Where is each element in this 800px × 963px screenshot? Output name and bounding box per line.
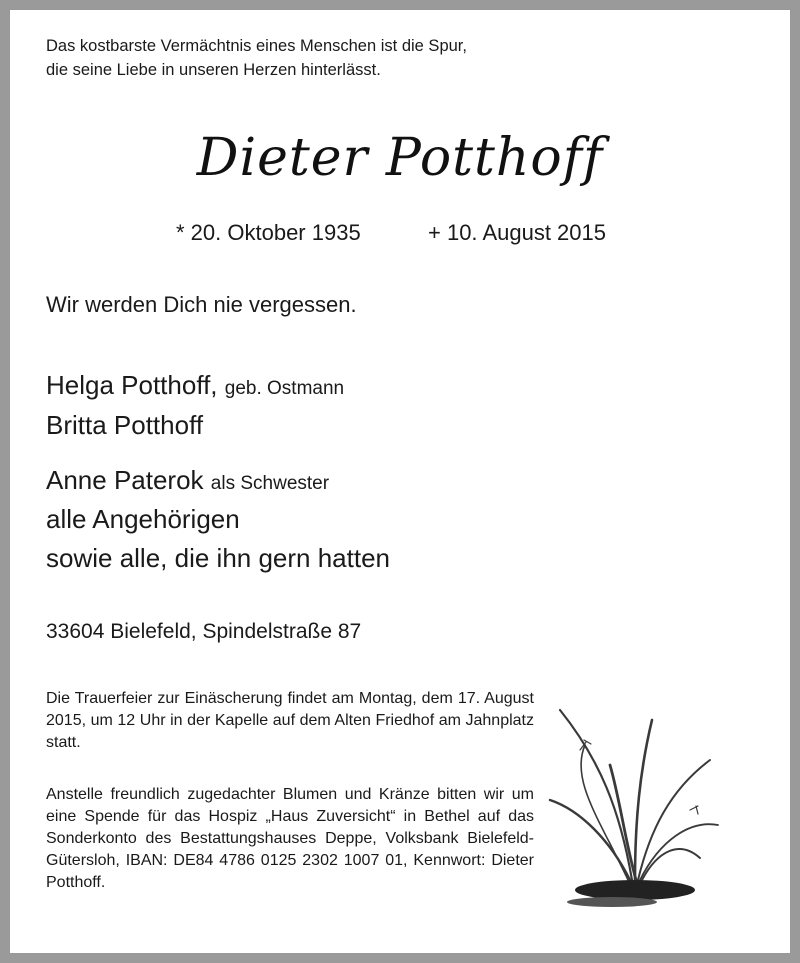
- mourner-1: [46, 370, 344, 401]
- mourner-note: geb. Ostmann: [224, 378, 345, 399]
- mourner-name: Britta Potthoff: [46, 410, 204, 440]
- mourner-name: Helga Potthoff,: [46, 370, 218, 400]
- address-line: 33604 Bielefeld, Spindelstraße 87: [46, 620, 362, 643]
- mourner-5: [46, 543, 390, 574]
- mourner-3: [46, 465, 329, 496]
- mourner-name: Anne Paterok: [46, 465, 204, 495]
- mourner-note: als Schwester: [210, 473, 330, 494]
- birth-date: * 20. Oktober 1935: [176, 220, 361, 245]
- mourner-4: [46, 504, 240, 535]
- donation-info: Anstelle freundlich zugedachter Blumen und Kränze bitten wir um eine Spende für das Hospiz „Haus Zuversicht“ in Bethel auf das Sonderkonto des Bestattungshauses Deppe, Volksbank Bielefeld-Gütersloh, IBAN: DE84 4786 0125 2302 1007 01, Kennwort: Dieter Potthoff.: [46, 786, 534, 891]
- motto-quote: [46, 34, 467, 82]
- mourner-2: [46, 410, 203, 441]
- deceased-name: Dieter Potthoff: [196, 128, 604, 188]
- farewell-line: Wir werden Dich nie vergessen.: [46, 292, 357, 317]
- motto-line-1: Das kostbarste Vermächtnis eines Menschen ist die Spur,: [46, 37, 467, 55]
- grass-plant-icon: [540, 690, 720, 920]
- motto-line-2: die seine Liebe in unseren Herzen hinterlässt.: [46, 61, 381, 79]
- mourner-name: alle Angehörigen: [46, 504, 240, 534]
- mourner-name: sowie alle, die ihn gern hatten: [46, 543, 391, 573]
- obituary-card: [10, 10, 790, 953]
- death-date: + 10. August 2015: [428, 220, 606, 245]
- funeral-info: Die Trauerfeier zur Einäscherung findet am Montag, dem 17. August 2015, um 12 Uhr in der Kapelle auf dem Alten Friedhof am Jahnplatz statt.: [46, 690, 534, 751]
